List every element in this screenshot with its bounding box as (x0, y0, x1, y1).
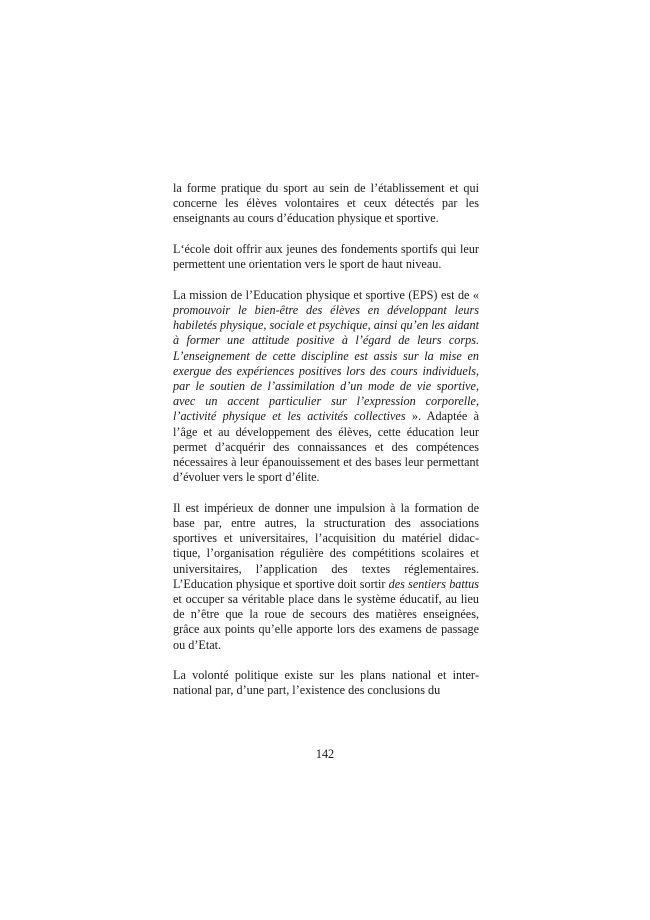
paragraph-1: la forme pratique du sport au sein de l’établissement et qui concerne les élèves volontaires et ceux détectés par les enseignants au cours d’éducation physique et sportive. (173, 181, 479, 226)
body-text (173, 181, 479, 699)
paragraph-4-before: Il est impérieux de donner une impulsion à la formation de base par, entre autres, la structuration des associations sportives et universitaires, l’acquisition du matériel didactique, l’organisation régulière des compétitions scolaires et universitaires, l’application des textes réglementaires. L’Education physique et sportive doit sortir (173, 500, 479, 591)
page-number: 142 (315, 747, 335, 761)
paragraph-4 (173, 501, 479, 653)
paragraph-3-outro: ». Adaptée à l’âge et au développement des élèves, cette éducation leur permet d’acquérir des connaissances et des compétences nécessaires à leur épanouissement et des bases leur permettant d’évoluer vers le sport d’élite. (173, 409, 479, 485)
paragraph-4-italic: des sentiers battus (388, 576, 479, 591)
paragraph-3 (173, 288, 479, 486)
paragraph-2: L‘école doit offrir aux jeunes des fondements sportifs qui leur permettent une orientation vers le sport de haut niveau. (173, 242, 479, 272)
paragraph-3-intro: La mission de l’Education physique et sportive (EPS) est de « (173, 287, 479, 302)
paragraph-4-after: et occuper sa véritable place dans le système éducatif, au lieu de n’être que la roue de secours des matières enseignées, grâce aux points qu’elle apporte lors des examens de passage ou d’Etat. (173, 592, 479, 652)
paragraph-5: La volonté politique existe sur les plans national et international par, d’une part, l’existence des conclusions du (173, 668, 479, 698)
paragraph-3-quote: promouvoir le bien-être des élèves en développant leurs habiletés physique, sociale et psychique, ainsi qu’en les aidant à former une attitude positive à l’égard de leurs corps. L’enseignement de cette discipline est assis sur la mise en exergue des expériences positives lors des cours individuels, par le soutien de l’assimilation d’un mode de vie sportive, avec un accent particulier sur l’expression corporelle, l’activité physique et les activités collectives (173, 303, 479, 424)
